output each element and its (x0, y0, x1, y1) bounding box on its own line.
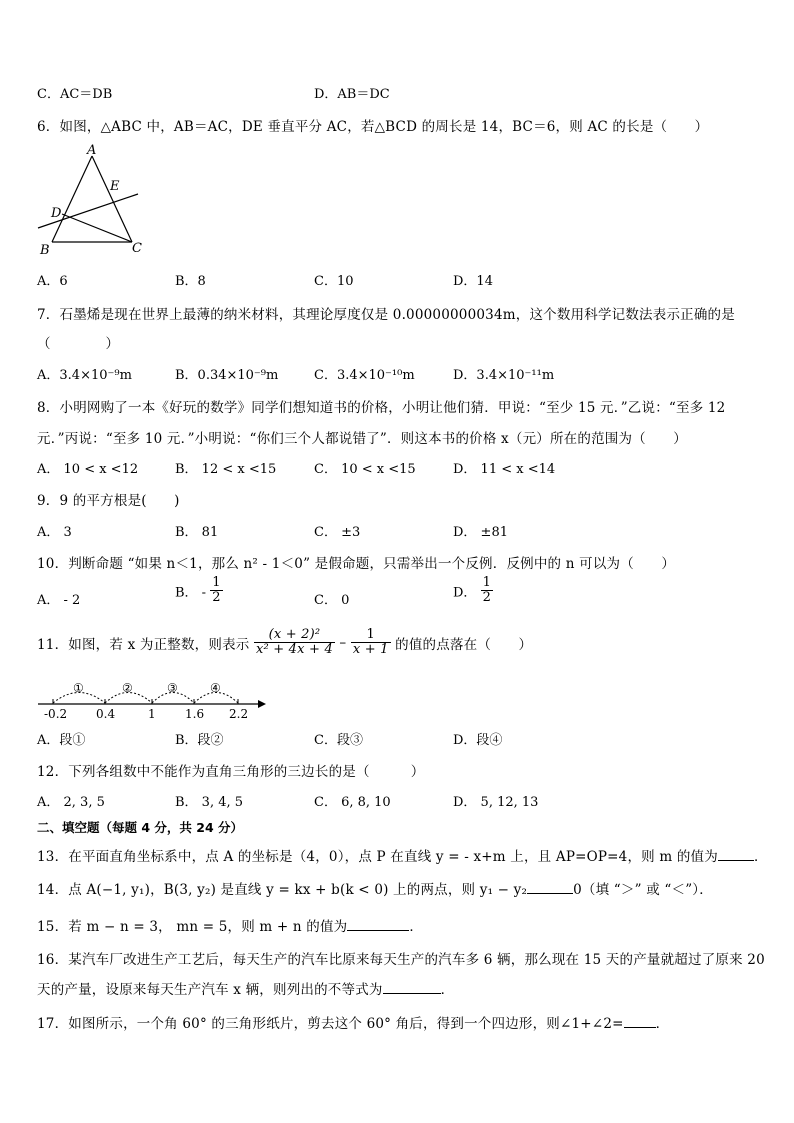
q8-option-c: C． 10 < x <15 (314, 462, 416, 477)
tick-label: 1 (148, 707, 156, 721)
q7-option-a: A．3.4×10⁻⁹m (37, 368, 132, 383)
q8-option-b: B． 12 < x <15 (175, 462, 277, 477)
q11-fraction-2 (351, 628, 391, 658)
q14-end: 0（填 “＞” 或 “＜”）． (573, 882, 713, 898)
q10-option-d-prefix: D． (453, 585, 477, 601)
segment-2-label: ② (122, 681, 133, 695)
answer-blank[interactable] (347, 918, 409, 931)
q5-option-d: D．AB＝DC (314, 87, 390, 102)
fraction-numerator: 1 (482, 575, 491, 590)
segment-4-label: ④ (210, 681, 221, 695)
q7-option-d: D．3.4×10⁻¹¹m (453, 368, 555, 383)
q7-option-c: C．3.4×10⁻¹⁰m (314, 368, 415, 383)
fraction-numerator: 1 (212, 575, 221, 590)
q11-number-line (34, 676, 266, 722)
q9-option-a: A． 3 (37, 525, 72, 540)
q6-option-c: C．10 (314, 274, 354, 289)
q5-option-c: C．AC＝DB (37, 87, 113, 102)
q8-option-d: D． 11 < x <14 (453, 462, 556, 477)
q8-line1: 8．小明网购了一本《好玩的数学》同学们想知道书的价格，小明让他们猜．甲说：“至少 15 元．”乙说：“至多 12 (37, 400, 726, 416)
q13-end: ． (753, 849, 768, 865)
q11-option-a: A．段① (37, 733, 86, 748)
q7-option-b: B．0.34×10⁻⁹m (175, 368, 279, 383)
q12-option-d: D． 5, 12, 13 (453, 795, 539, 810)
q11-option-b: B．段② (175, 733, 224, 748)
q10-stem: 10．判断命题 “如果 n＜1，那么 n² - 1＜0” 是假命题，只需举出一个反例．反例中的 n 可以为（ ） (37, 556, 676, 572)
q14-stem: 14．点 A(−1, y₁)，B(3, y₂) 是直线 y = kx + b(k < 0) 上的两点，则 y₁ − y₂ (37, 882, 528, 898)
tick-label: 0.4 (96, 707, 116, 721)
q11-stem-suffix: 的值的点落在（ ） (395, 636, 533, 653)
q15-stem: 15．若 m − n = 3， mn = 5，则 m + n 的值为 (37, 919, 348, 935)
fraction-denominator: x + 1 (352, 642, 389, 658)
q13 (37, 845, 768, 865)
section-heading: 二、填空题（每题 4 分，共 24 分） (37, 820, 244, 835)
q6-option-a: A．6 (37, 274, 68, 289)
answer-blank[interactable] (624, 1015, 656, 1028)
q10-option-d-fraction (481, 576, 493, 606)
q10-option-b (175, 576, 223, 606)
tick-label: 2.2 (229, 707, 249, 721)
q9-option-b: B． 81 (175, 525, 219, 540)
segment-1-label: ① (73, 681, 84, 695)
answer-blank[interactable] (718, 848, 754, 861)
label-b: B (40, 243, 50, 258)
label-c: C (132, 241, 142, 256)
q9-stem: 9．9 的平方根是( ) (37, 493, 180, 509)
q11-stem-prefix: 11．如图，若 x 为正整数，则表示 (37, 636, 250, 653)
q16-end: ． (440, 982, 455, 998)
q11-option-d: D．段④ (453, 733, 503, 748)
q15-end: ． (409, 919, 424, 935)
q12-option-a: A． 2, 3, 5 (37, 795, 105, 810)
q6-triangle-figure (34, 140, 154, 260)
tick-label: 1.6 (185, 707, 205, 721)
q6-option-b: B．8 (175, 274, 206, 289)
q15 (37, 915, 423, 935)
label-e: E (110, 179, 120, 194)
q16-line1: 16．某汽车厂改进生产工艺后，每天生产的汽车比原来每天生产的汽车多 6 辆，那么现在 15 天的产量就超过了原来 20 (37, 952, 765, 968)
q16-stem: 天的产量，设原来每天生产汽车 x 辆，则列出的不等式为 (37, 982, 383, 998)
q12-option-c: C． 6, 8, 10 (314, 795, 391, 810)
q6-stem: 6．如图，△ABC 中，AB＝AC，DE 垂直平分 AC，若△BCD 的周长是 14，BC＝6，则 AC 的长是（ ） (37, 119, 709, 135)
q7-paren: （ ） (37, 336, 120, 352)
q11-fraction-1 (254, 628, 335, 658)
q11-stem (37, 628, 532, 658)
q12-stem: 12．下列各组数中不能作为直角三角形的三边长的是（ ） (37, 764, 425, 780)
q10-option-c: C． 0 (314, 593, 350, 608)
tick-label: -0.2 (44, 707, 68, 721)
fraction-denominator: x² + 4x + 4 (255, 642, 333, 658)
q8-line2: 元．”丙说：“至多 10 元．”小明说：“你们三个人都说错了”．则这本书的价格 x（元）所在的范围为（ ） (37, 431, 687, 447)
fraction-denominator: 2 (482, 590, 491, 606)
q7-stem: 7．石墨烯是现在世界上最薄的纳米材料，其理论厚度仅是 0.00000000034m，这个数用科学记数法表示正确的是 (37, 307, 735, 323)
q10-option-b-prefix: B． - (175, 585, 207, 601)
q6-option-d: D．14 (453, 274, 493, 289)
q17 (37, 1012, 669, 1032)
q10-option-d (453, 576, 493, 606)
q16-line2 (37, 978, 454, 998)
q10-option-b-fraction (210, 576, 222, 606)
q14 (37, 878, 713, 898)
answer-blank[interactable] (383, 981, 441, 994)
segment-3-label: ③ (167, 681, 178, 695)
q11-minus: – (339, 634, 347, 651)
q12-option-b: B． 3, 4, 5 (175, 795, 244, 810)
q13-stem: 13．在平面直角坐标系中，点 A 的坐标是（4，0），点 P 在直线 y = - x+m 上，且 AP=OP=4，则 m 的值为 (37, 849, 718, 865)
q8-option-a: A． 10 < x <12 (37, 462, 139, 477)
label-a: A (87, 143, 97, 158)
fraction-denominator: 2 (212, 590, 221, 606)
q11-option-c: C．段③ (314, 733, 363, 748)
q17-end: ． (655, 1016, 670, 1032)
fraction-numerator: (x + 2)² (254, 628, 335, 643)
fraction-numerator: 1 (351, 628, 391, 643)
q17-stem: 17．如图所示，一个角 60° 的三角形纸片，剪去这个 60° 角后，得到一个四边形，则∠1+∠2= (37, 1016, 624, 1032)
label-d: D (51, 206, 62, 221)
answer-blank[interactable] (527, 881, 573, 894)
q9-option-d: D． ±81 (453, 525, 508, 540)
q9-option-c: C． ±3 (314, 525, 361, 540)
q10-option-a: A． - 2 (37, 593, 81, 608)
